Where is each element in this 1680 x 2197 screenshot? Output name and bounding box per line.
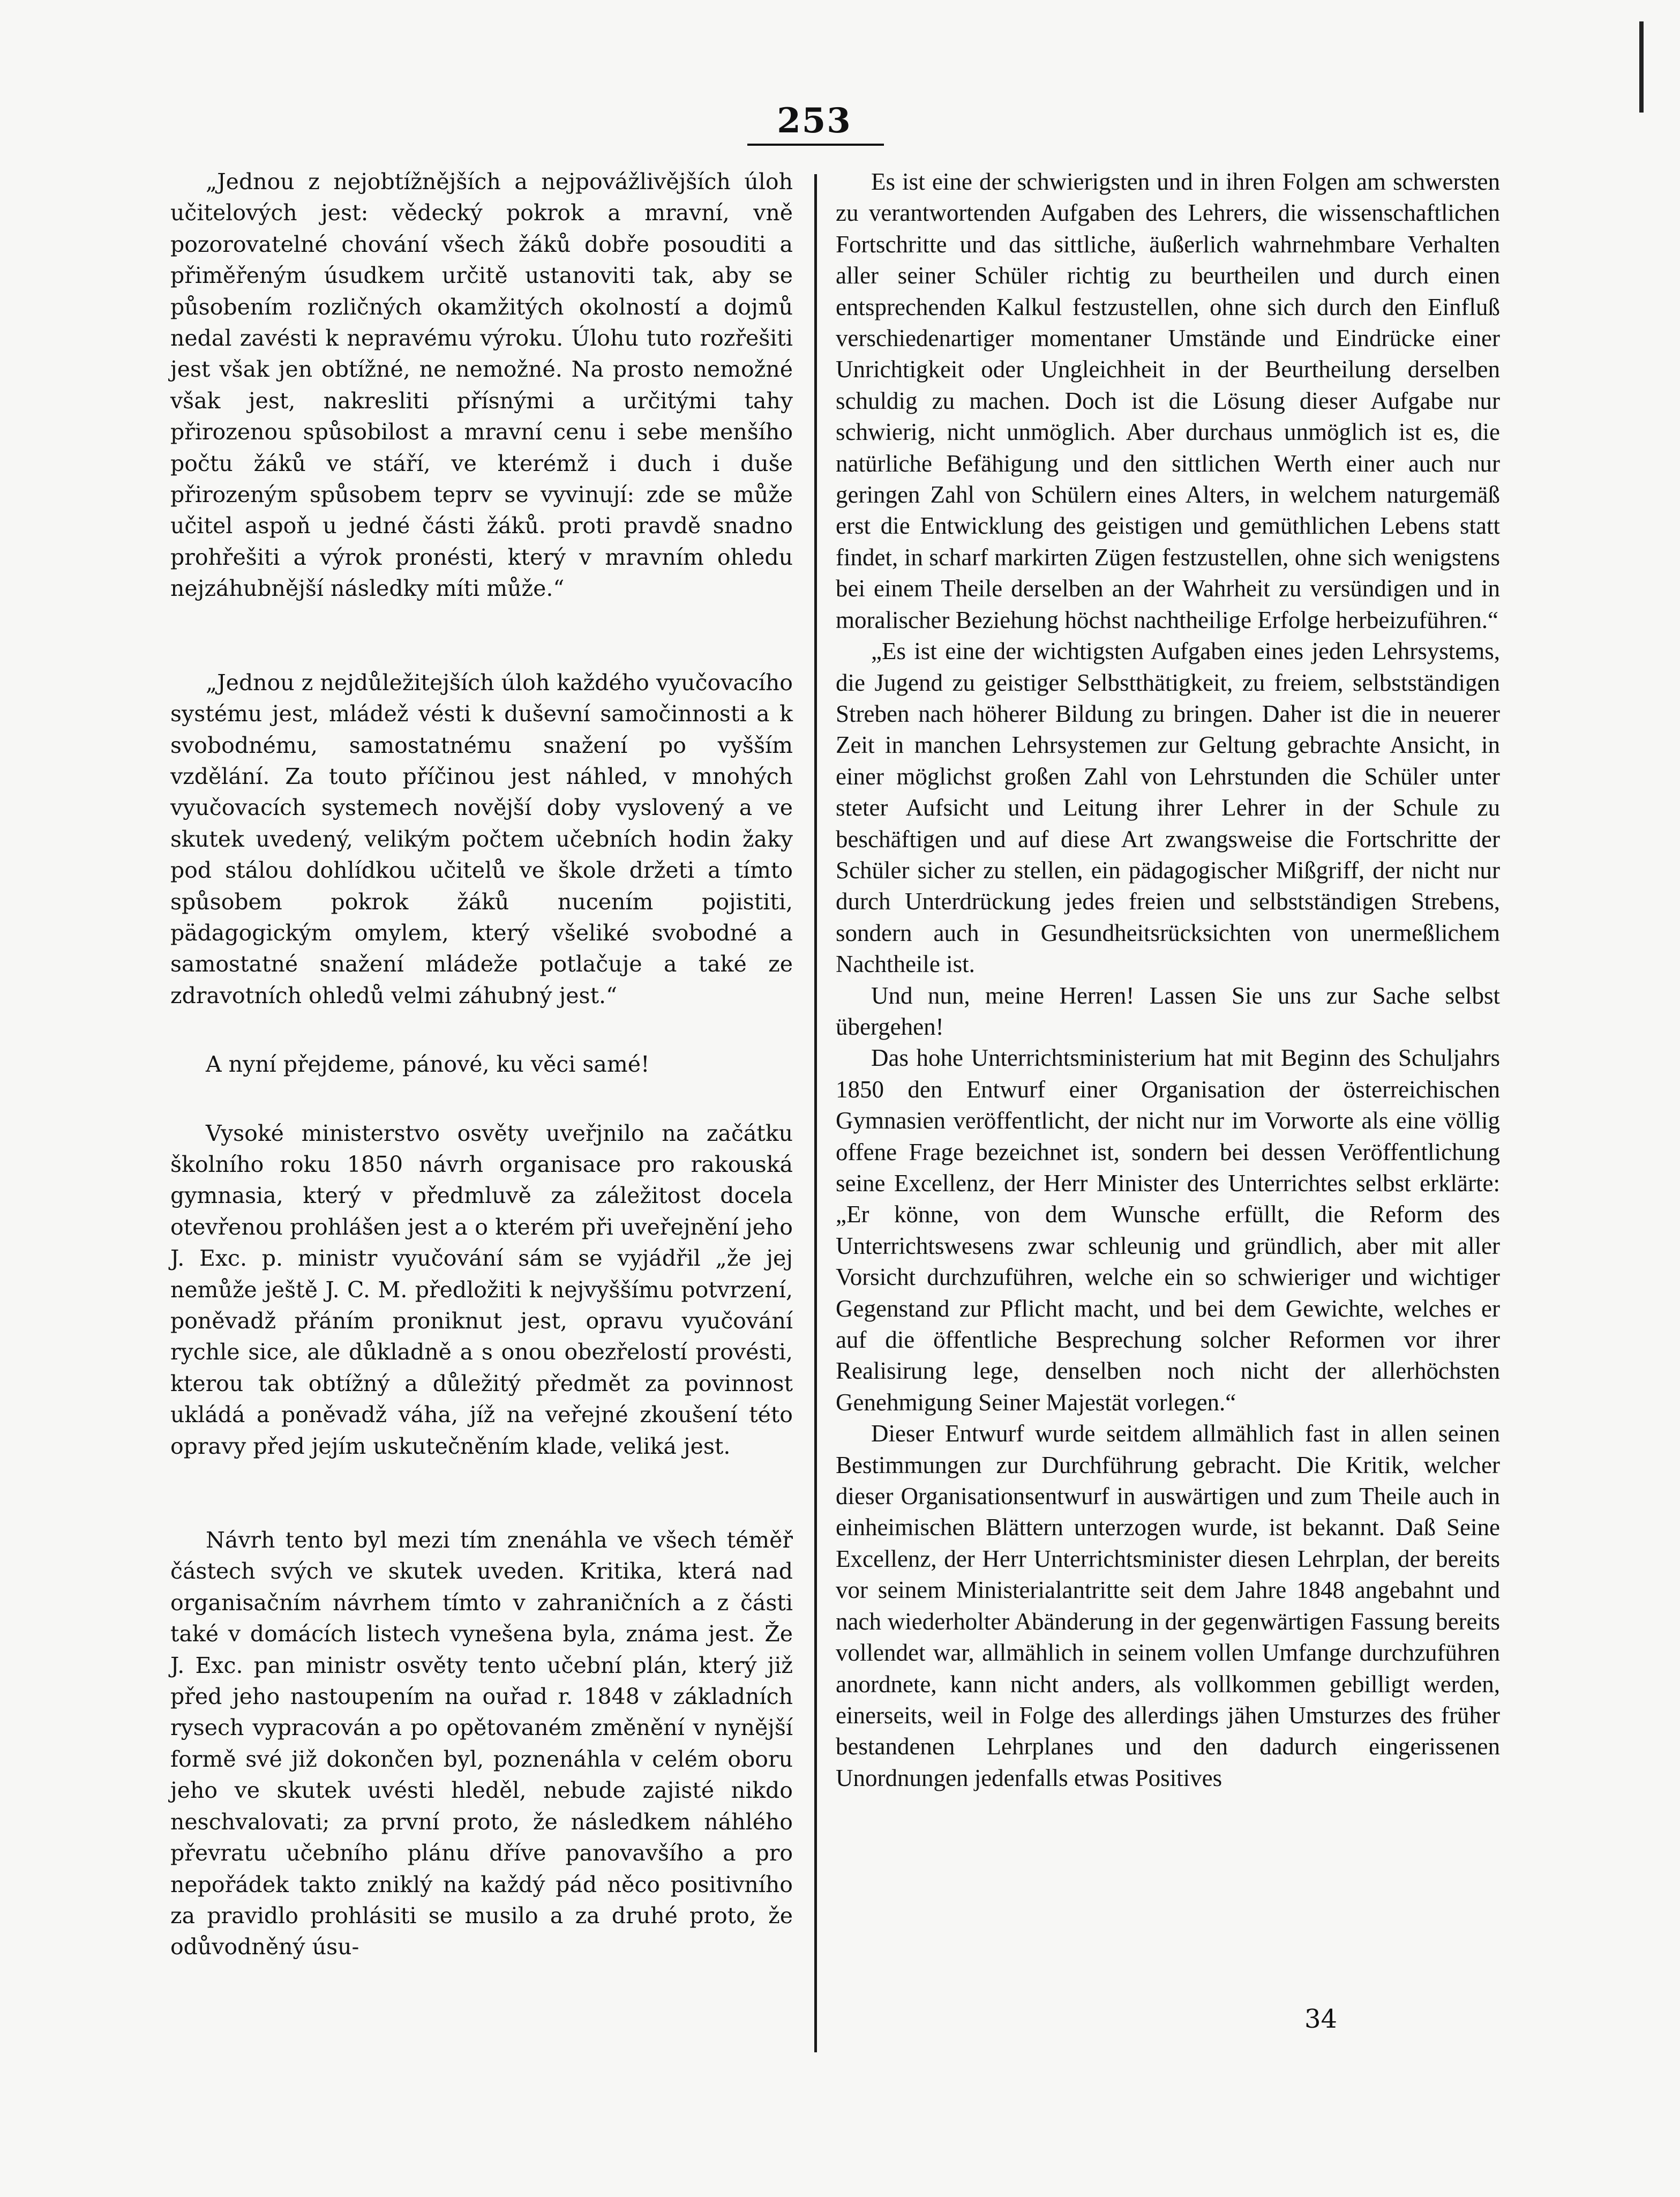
czech-paragraph-1: „Jednou z nejobtížnějších a nejpovážlivějších úloh učitelových jest: vědecký pokrok a mravní, vně pozorovatelné chování všech žáků dobře posouditi a přiměřeným úsudkem určitě ustanoviti tak, aby se působením rozličných okamžitých okolností a dojmů nedal zavésti k nepravému výroku. Úlohu tuto rozřešiti jest však jen obtížné, ne nemožné. Na prosto nemožné však jest, nakresliti přísnými a určitými tahy přirozenou spůsobilost a mravní cenu i sebe menšího počtu žáků ve stáří, ve kterémž i duch i duše přirozeným spůsobem teprv se vyvinují: zde se může učitel aspoň u jedné části žáků. proti pravdě snadno prohřešiti a výrok pronésti, který v mravním ohledu nejzáhubnější následky míti může.“: [170, 169, 793, 602]
page-number-underline: [747, 144, 884, 146]
czech-paragraph-3: A nyní přejdeme, pánové, ku věci samé!: [206, 1051, 650, 1078]
czech-paragraph-5: Návrh tento byl mezi tím znenáhla ve všech téměř částech svých ve skutek uveden. Kritika, která nad organisačním návrhem tímto v zahraničních a z části také v domácích listech vynešena byla, známa jest. Že J. Exc. pan ministr osvěty tento učební plán, který již před jeho nastoupením na ouřad r. 1848 v základních rysech vypracován a po opětovaném změnění v nynější formě své již dokončen byl, poznenáhla v celém oboru jeho ve skutek uvésti hleděl, nebude zajisté nikdo neschvalovati; za první proto, že následkem náhlého převratu učebního plánu dříve panovavšího a pro nepořádek takto zniklý na každý pád něco positivního za pravidlo prohlásiti se musilo a za druhé proto, že odůvodněný úsu-: [170, 1527, 793, 1960]
german-paragraph-2: „Es ist eine der wichtigsten Aufgaben eines jeden Lehrsystems, die Jugend zu geistiger Selbstthätigkeit, zu freiem, selbstständigen Streben nach höherer Bildung zu bringen. Daher ist die in neuerer Zeit in manchen Lehrsystemen zur Geltung gebrachte Ansicht, in einer möglichst großen Zahl von Lehrstunden die Schüler unter steter Aufsicht und Leitung ihrer Lehrer in der Schule zu beschäftigen und auf diese Art zwangsweise die Fortschritte der Schüler sicher zu stellen, ein pädagogischer Mißgriff, der nicht nur durch Unterdrückung jedes freien und selbstständigen Strebens, sondern auch in Gesundheitsrücksichten von unermeßlichem Nachtheile ist.: [836, 638, 1500, 978]
czech-paragraph-2: „Jednou z nejdůležitejších úloh každého vyučovacího systému jest, mládež vésti k duševní samočinnosti a k svobodnému, samostatnému snažení po vyšším vzdělání. Za touto příčinou jest náhled, v mnohých vyučovacích systemech novější doby vyslovený a ve skutek uvedený, velikým počtem učebních hodin žaky pod stálou dohlídkou učitelů ve škole držeti a tímto spůsobem pokrok žáků nucením pojistiti, pädagogickým omylem, který všeliké svobodné a samostatné snažení mládeže potlačuje a také ze zdravotních ohledů velmi záhubný jest.“: [170, 669, 793, 1008]
german-paragraph-5: Dieser Entwurf wurde seitdem allmählich fast in allen seinen Bestimmungen zur Durchführung gebracht. Die Kritik, welcher dieser Organisationsentwurf in auswärtigen und zum Theile auch in einheimischen Blättern unterzogen wurde, ist bekannt. Daß Seine Excellenz, der Herr Unterrichtsminister diesen Lehrplan, der bereits vor seinem Ministerialantritte seit dem Jahre 1848 angebahnt und nach wiederholter Abänderung in der gegenwärtigen Fassung bereits vollendet war, allmählich in seinem vollen Umfange durchzuführen anordnete, kann nicht anders, als vollkommen gebilligt werden, einerseits, weil in Folge des allerdings jähen Umsturzes des früher bestandenen Lehrplanes und den dadurch eingerissenen Unordnungen jedenfalls etwas Positives: [836, 1420, 1500, 1791]
column-divider: [814, 174, 817, 2052]
german-paragraph-3: Und nun, meine Herren! Lassen Sie uns zur Sache selbst übergehen!: [836, 982, 1500, 1040]
czech-paragraph-4: Vysoké ministerstvo osvěty uveřjnilo na začátku školního roku 1850 návrh organisace pro rakouská gymnasia, který v předmluvě za záležitost docela otevřenou prohlášen jest a o kterém při uveřejnění jeho J. Exc. p. ministr vyučování sám se vyjádřil „že jej nemůže ještě J. C. M. předložiti k nejvyššímu potvrzení, poněvadž přáním proniknut jest, opravu vyučování rychle sice, ale důkladně a s onou obezřelostí provésti, kterou tak obtížný a důležitý předmět za povinnost ukládá a poněvadž váha, jíž na veřejné zkoušení této opravy před jejím uskutečněním klade, veliká jest.: [170, 1120, 793, 1459]
german-column: [836, 166, 1500, 1794]
german-paragraph-4: Das hohe Unterrichtsministerium hat mit Beginn des Schuljahrs 1850 den Entwurf einer Organisation der österreichischen Gymnasien veröffentlicht, der nicht nur im Vorworte als eine völlig offene Frage bezeichnet ist, sondern bei dessen Veröffentlichung seine Excellenz, der Herr Minister des Unterrichtes selbst erklärte: „Er könne, von dem Wunsche erfüllt, die Reform des Unterrichtswesens zwar schleunig und gründlich, aber mit aller Vorsicht durchzuführen, welche ein so schwieriger und wichtiger Gegenstand zur Pflicht macht, und bei dem Gewichte, welches er auf die öffentliche Besprechung solcher Reformen vor ihrer Realisirung lege, denselben noch nicht der allerhöchsten Genehmigung Seiner Majestät vorlegen.“: [836, 1044, 1500, 1416]
signature-mark: 34: [1304, 2004, 1338, 2034]
page-number: 253: [777, 101, 852, 141]
scan-edge-mark: [1639, 21, 1644, 113]
czech-column: [170, 166, 793, 1963]
german-paragraph-1: Es ist eine der schwierigsten und in ihren Folgen am schwersten zu verantwortenden Aufgaben des Lehrers, die wissenschaftlichen Fortschritte und das sittliche, äußerlich wahrnehmbare Verhalten aller seiner Schüler richtig zu beurtheilen und durch einen entsprechenden Kalkul festzustellen, ohne sich durch den Einfluß verschiedenartiger momentaner Umstände und Eindrücke einer Unrichtigkeit oder Ungleichheit in der Beurtheilung derselben schuldig zu machen. Doch ist die Lösung dieser Aufgabe nur schwierig, nicht unmöglich. Aber durchaus unmöglich ist es, die natürliche Befähigung und den sittlichen Werth einer auch nur geringen Zahl von Schülern eines Alters, in welchem naturgemäß erst die Entwicklung des geistigen und gemüthlichen Lebens statt findet, in scharf markirten Zügen festzustellen, ohne sich wenigstens bei einem Theile derselben an der Wahrheit zu versündigen und in moralischer Beziehung höchst nachtheilige Erfolge herbeizuführen.“: [836, 168, 1500, 633]
